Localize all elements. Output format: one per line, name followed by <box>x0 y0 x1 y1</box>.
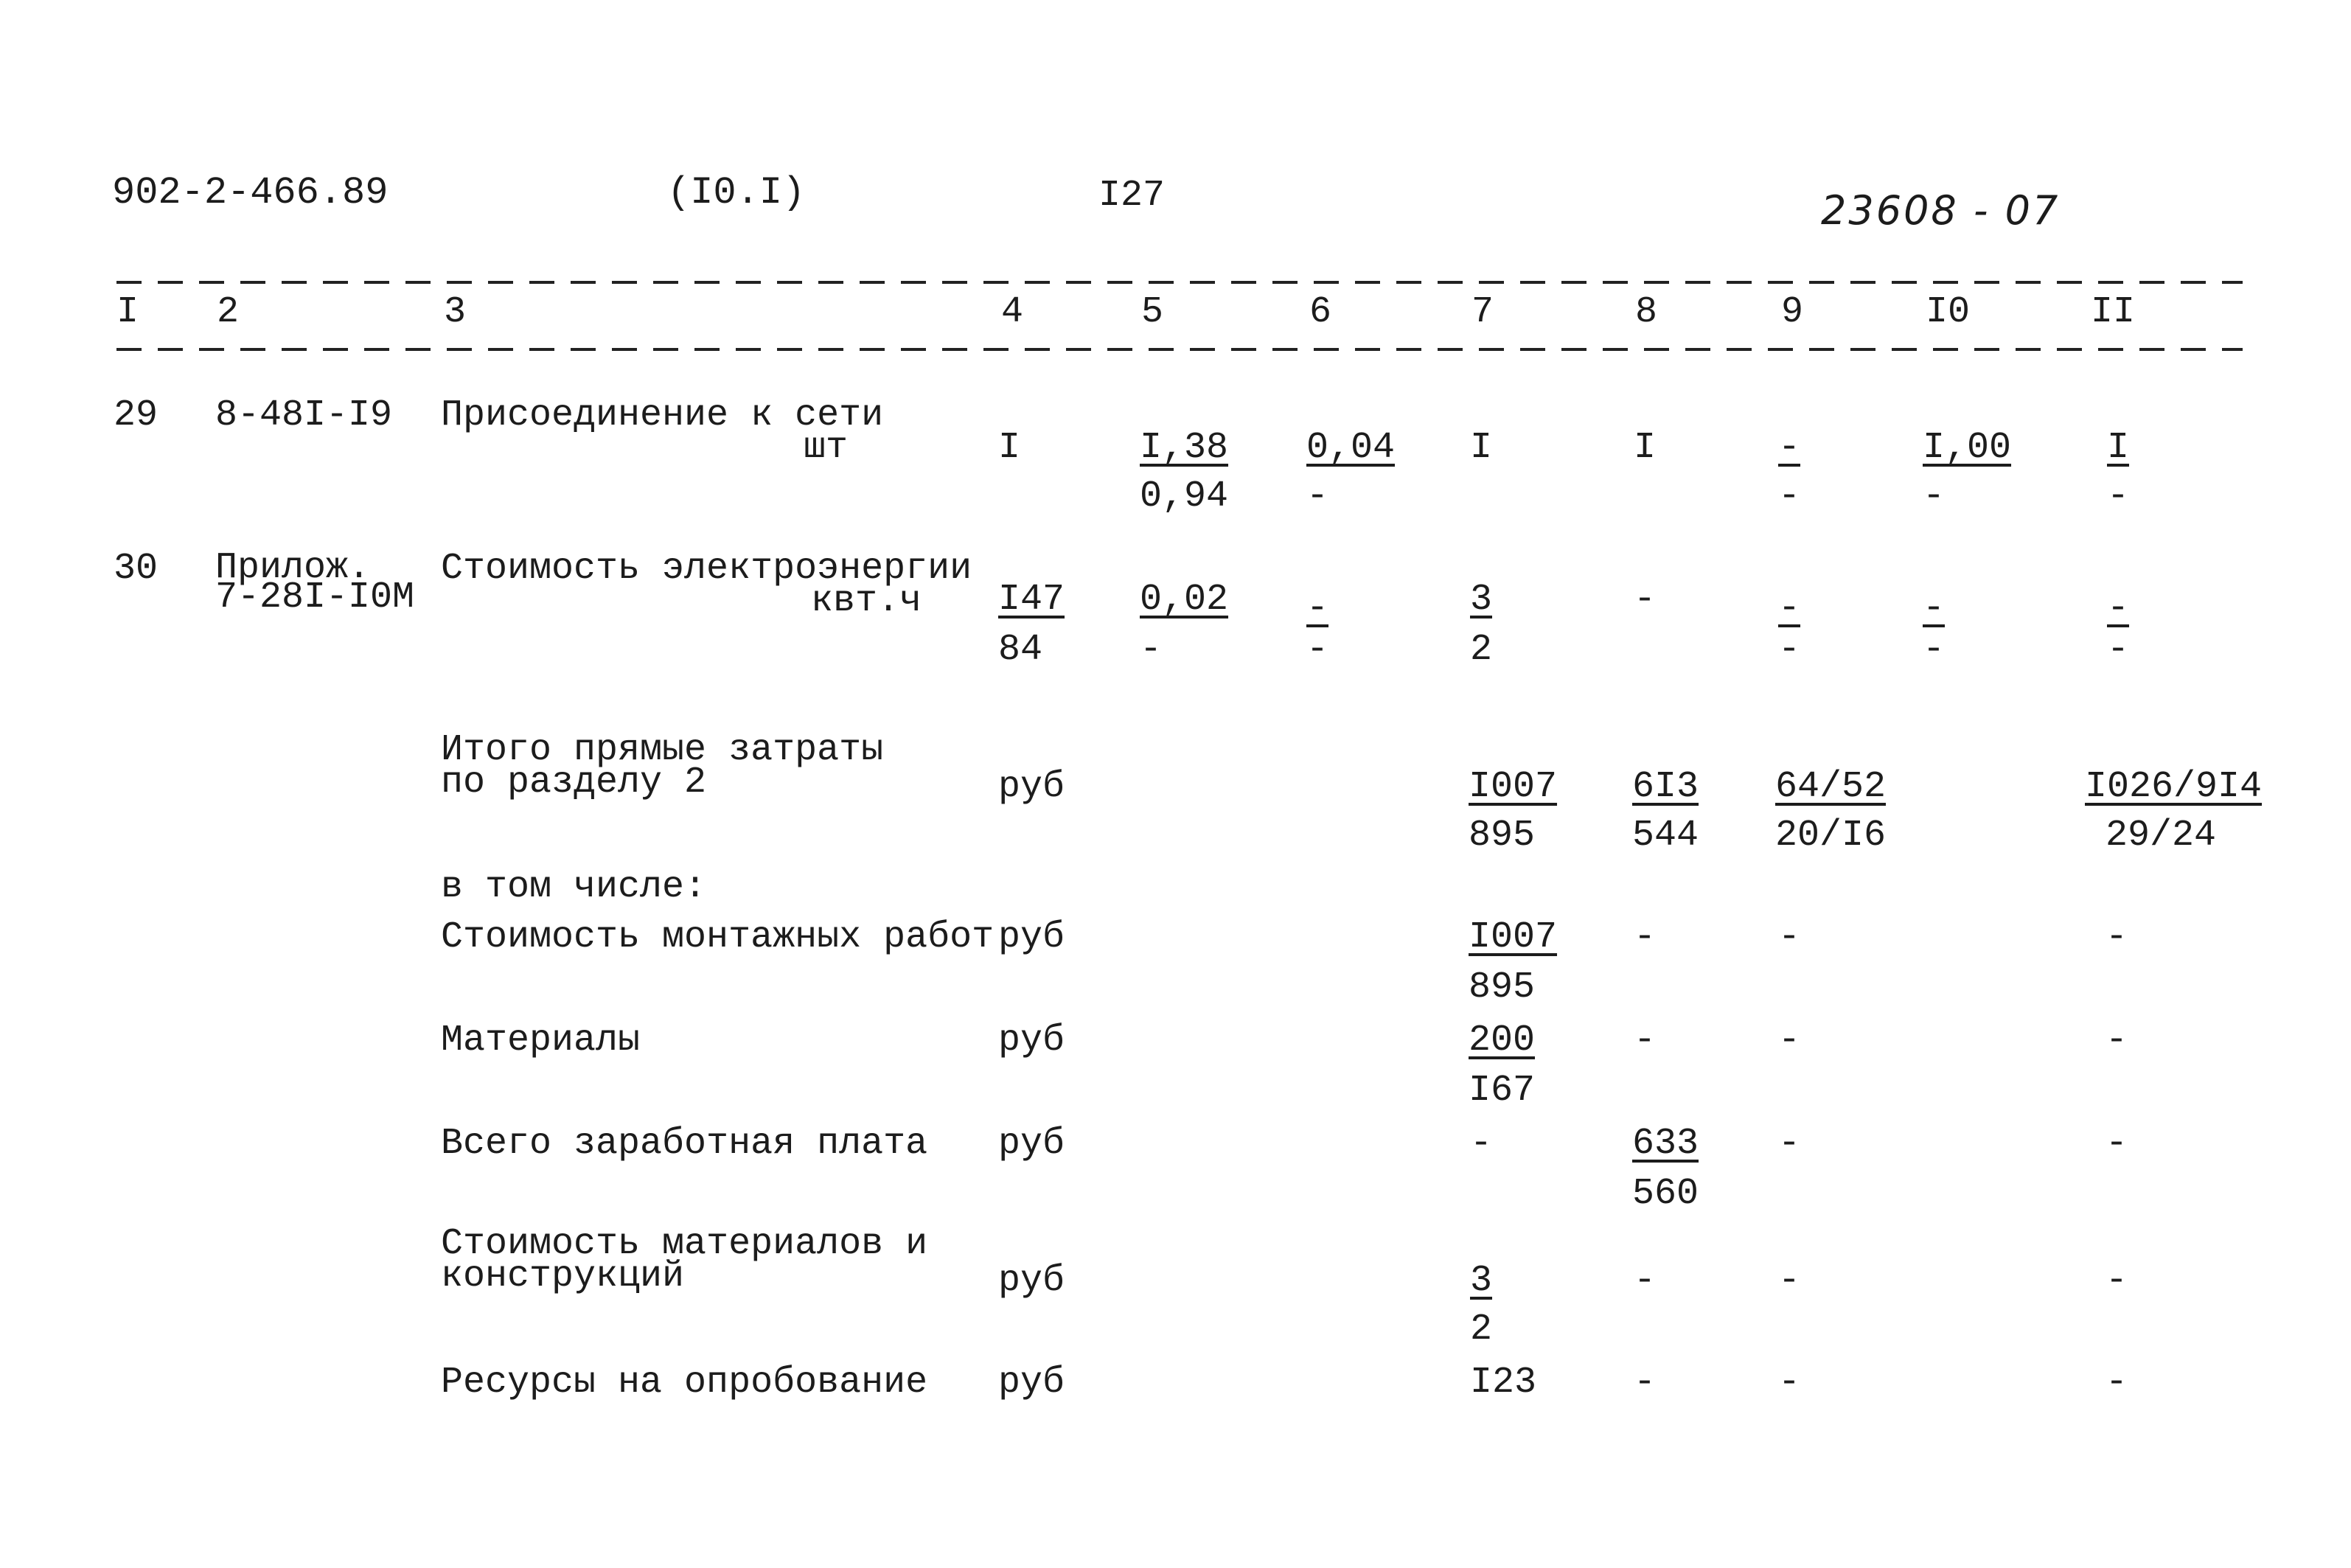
breakdown-unit: руб <box>998 1362 1065 1404</box>
totals-label-line1: Итого прямые затраты <box>441 729 884 771</box>
totals-col8-top: 6I3 <box>1632 766 1699 808</box>
breakdown-unit: руб <box>998 916 1065 958</box>
row-name: Стоимость электроэнергии <box>441 548 972 590</box>
breakdown-col7: - <box>1470 1123 1493 1165</box>
column-header: I0 <box>1926 291 1971 333</box>
breakdown-col7-bottom: 2 <box>1470 1309 1493 1351</box>
row-unit: шт <box>804 427 849 469</box>
including-label: в том числе: <box>441 866 707 908</box>
breakdown-col8: - <box>1634 1020 1657 1062</box>
column-header: 5 <box>1141 291 1164 333</box>
breakdown-col8: - <box>1634 1362 1657 1404</box>
breakdown-col9: - <box>1778 1362 1801 1404</box>
column-header: 7 <box>1471 291 1494 333</box>
totals-col11-bottom: 29/24 <box>2106 815 2217 857</box>
breakdown-col7-top: 3 <box>1470 1260 1493 1302</box>
row-code: 8-48I-I9 <box>215 394 393 436</box>
cell-col4-bottom: 84 <box>998 629 1043 671</box>
cell-col5-top: I,38 <box>1140 427 1229 469</box>
breakdown-col9: - <box>1778 1123 1801 1165</box>
column-header: 9 <box>1781 291 1804 333</box>
cell-col11-top: - <box>2107 588 2130 630</box>
cell-col8: - <box>1634 579 1657 621</box>
breakdown-label: Стоимость монтажных работ <box>441 916 995 958</box>
breakdown-col8: - <box>1634 916 1657 958</box>
column-header: 4 <box>1001 291 1024 333</box>
header-top-rule <box>116 281 2243 284</box>
row-code-line2: 7-28I-I0M <box>215 576 415 619</box>
breakdown-col7-top: 200 <box>1469 1020 1536 1062</box>
breakdown-col8-top: 633 <box>1632 1123 1699 1165</box>
totals-col9-top: 64/52 <box>1775 766 1887 808</box>
cell-col6-top: 0,04 <box>1306 427 1396 469</box>
cell-col4: I <box>998 427 1021 469</box>
handwritten-stamp: 23608 - 07 <box>1821 187 2061 234</box>
cell-col10-bottom: - <box>1923 475 1946 518</box>
breakdown-label: Всего заработная плата <box>441 1123 928 1165</box>
row-name: Присоединение к сети <box>441 394 884 436</box>
breakdown-col9: - <box>1778 1020 1801 1062</box>
breakdown-col8-bottom: 560 <box>1632 1173 1699 1215</box>
totals-col11-top: I026/9I4 <box>2085 766 2263 808</box>
cell-col6-bottom: - <box>1306 629 1329 671</box>
cell-col7-bottom: 2 <box>1470 629 1493 671</box>
cell-col4-top: I47 <box>998 579 1065 621</box>
cell-col11-top: I <box>2107 427 2130 469</box>
page-number: I27 <box>1098 175 1166 217</box>
document-code: 902-2-466.89 <box>112 171 389 215</box>
cell-col11-bottom: - <box>2107 475 2130 518</box>
breakdown-col11: - <box>2106 1362 2128 1404</box>
breakdown-col7-bottom: 895 <box>1469 966 1536 1008</box>
row-number: 29 <box>114 394 159 436</box>
cell-col5-top: 0,02 <box>1140 579 1229 621</box>
row-unit: квт.ч <box>811 580 922 622</box>
breakdown-unit: руб <box>998 1123 1065 1165</box>
column-header: 8 <box>1635 291 1658 333</box>
totals-col7-bottom: 895 <box>1469 815 1536 857</box>
breakdown-label-line1: Стоимость материалов и <box>441 1223 928 1265</box>
row-number: 30 <box>114 548 159 590</box>
section-number: (I0.I) <box>667 171 806 215</box>
cell-col6-top: - <box>1306 588 1329 630</box>
cell-col10-top: I,00 <box>1923 427 2012 469</box>
breakdown-col11: - <box>2106 1020 2128 1062</box>
cell-col11-bottom: - <box>2107 629 2130 671</box>
totals-col7-top: I007 <box>1469 766 1558 808</box>
cell-col8: I <box>1634 427 1657 469</box>
breakdown-label: Материалы <box>441 1020 641 1062</box>
cell-col9-bottom: - <box>1778 475 1801 518</box>
breakdown-col7-bottom: I67 <box>1469 1070 1536 1112</box>
breakdown-col11: - <box>2106 1123 2128 1165</box>
cell-col6-bottom: - <box>1306 475 1329 518</box>
totals-col8-bottom: 544 <box>1632 815 1699 857</box>
column-header: 6 <box>1309 291 1332 333</box>
cell-col5-bottom: 0,94 <box>1140 475 1229 518</box>
header-bottom-rule <box>116 348 2243 351</box>
cell-col10-bottom: - <box>1923 629 1946 671</box>
cell-col7-top: 3 <box>1470 579 1493 621</box>
breakdown-col7: I23 <box>1470 1362 1537 1404</box>
breakdown-col8: - <box>1634 1260 1657 1302</box>
row-code-line1: Прилож. <box>215 547 371 589</box>
cell-col9-bottom: - <box>1778 629 1801 671</box>
column-header: 3 <box>444 291 467 333</box>
totals-label-line2: по разделу 2 <box>441 762 707 804</box>
breakdown-col11: - <box>2106 916 2128 958</box>
column-header: I <box>116 291 139 333</box>
cell-col9-top: - <box>1778 588 1801 630</box>
totals-col9-bottom: 20/I6 <box>1775 815 1887 857</box>
breakdown-col9: - <box>1778 916 1801 958</box>
column-header: II <box>2091 291 2136 333</box>
breakdown-label: Ресурсы на опробование <box>441 1362 928 1404</box>
breakdown-label-line2: конструкций <box>441 1255 685 1297</box>
breakdown-col11: - <box>2106 1260 2128 1302</box>
cell-col9-top: - <box>1778 427 1801 469</box>
column-header: 2 <box>217 291 240 333</box>
breakdown-col9: - <box>1778 1260 1801 1302</box>
breakdown-unit: руб <box>998 1260 1065 1302</box>
totals-unit: руб <box>998 766 1065 808</box>
breakdown-unit: руб <box>998 1020 1065 1062</box>
cell-col5-bottom: - <box>1140 629 1163 671</box>
cell-col10-top: - <box>1923 588 1946 630</box>
breakdown-col7-top: I007 <box>1469 916 1558 958</box>
cell-col7: I <box>1470 427 1493 469</box>
